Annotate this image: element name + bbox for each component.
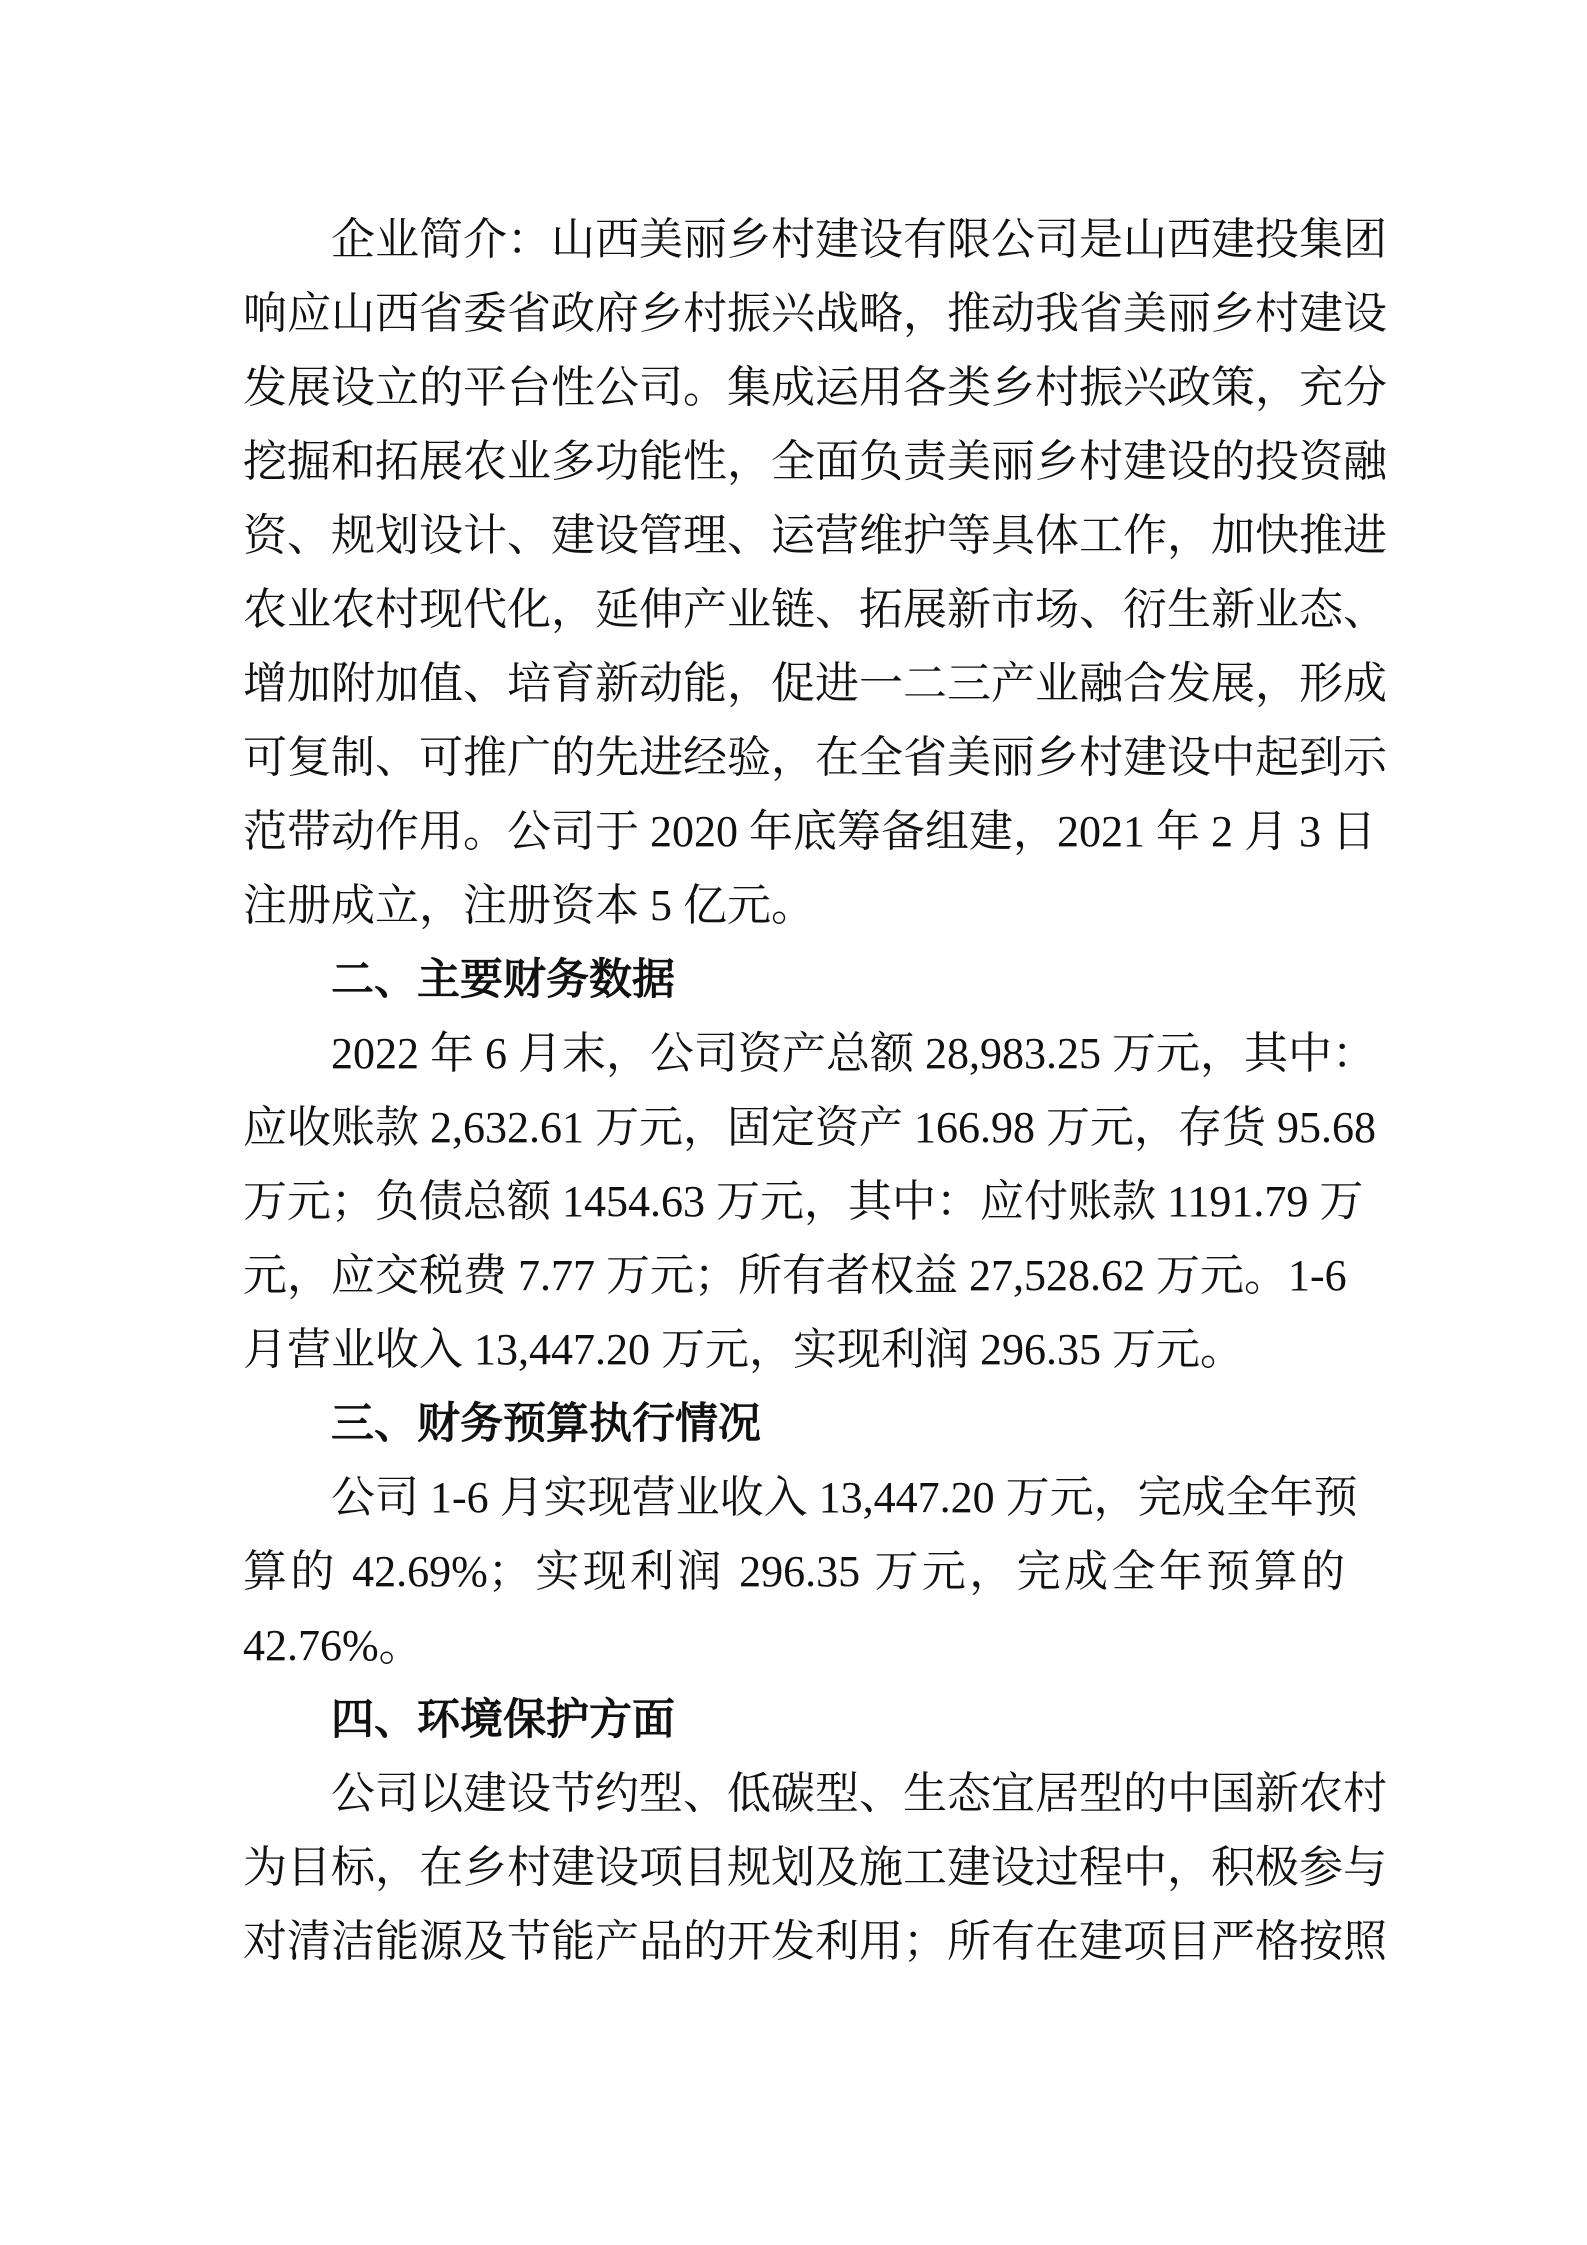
section-financial-data: [243, 943, 1376, 1387]
paragraph-line: 企业简介：山西美丽乡村建设有限公司是山西建投集团: [331, 215, 1387, 264]
paragraph-line: 注册成立，注册资本 5 亿元。: [243, 881, 815, 930]
paragraph-line: 农业农村现代化，延伸产业链、拓展新市场、衍生新业态、: [243, 585, 1387, 634]
paragraph-line: 对清洁能源及节能产品的开发利用；所有在建项目严格按照: [243, 1917, 1387, 1966]
section-intro: [243, 203, 1387, 943]
document-page: [243, 203, 1387, 1979]
section-heading: 四、环境保护方面: [331, 1695, 675, 1745]
paragraph-line: 算的 42.69%；实现利润 296.35 万元，完成全年预算的: [243, 1547, 1345, 1596]
paragraph-line: 范带动作用。公司于 2020 年底筹备组建，2021 年 2 月 3 日: [243, 807, 1376, 856]
paragraph-line: 月营业收入 13,447.20 万元，实现利润 296.35 万元。: [243, 1325, 1244, 1374]
paragraph-line: 资、规划设计、建设管理、运营维护等具体工作，加快推进: [243, 511, 1387, 560]
section-budget-execution: [243, 1387, 1358, 1683]
paragraph-line: 发展设立的平台性公司。集成运用各类乡村振兴政策，充分: [243, 363, 1387, 412]
paragraph-line: 响应山西省委省政府乡村振兴战略，推动我省美丽乡村建设: [243, 289, 1387, 338]
paragraph-line: 挖掘和拓展农业多功能性，全面负责美丽乡村建设的投资融: [243, 437, 1387, 486]
paragraph-line: 42.76%。: [243, 1621, 423, 1670]
paragraph-line: 增加附加值、培育新动能，促进一二三产业融合发展，形成: [243, 659, 1387, 708]
paragraph-line: 应收账款 2,632.61 万元，固定资产 166.98 万元，存货 95.68: [243, 1103, 1376, 1152]
section-heading: 三、财务预算执行情况: [331, 1399, 761, 1449]
paragraph-line: 为目标，在乡村建设项目规划及施工建设过程中，积极参与: [243, 1843, 1387, 1892]
paragraph-line: 万元；负债总额 1454.63 万元，其中：应付账款 1191.79 万: [243, 1177, 1364, 1226]
paragraph-line: 公司以建设节约型、低碳型、生态宜居型的中国新农村: [331, 1769, 1387, 1818]
paragraph-line: 元，应交税费 7.77 万元；所有者权益 27,528.62 万元。1-6: [243, 1251, 1347, 1300]
paragraph-line: 2022 年 6 月末，公司资产总额 28,983.25 万元，其中：: [331, 1029, 1376, 1078]
paragraph-line: 公司 1-6 月实现营业收入 13,447.20 万元，完成全年预: [331, 1473, 1358, 1522]
section-heading: 二、主要财务数据: [331, 955, 675, 1005]
paragraph-line: 可复制、可推广的先进经验，在全省美丽乡村建设中起到示: [243, 733, 1387, 782]
section-environmental-protection: [243, 1683, 1387, 1979]
